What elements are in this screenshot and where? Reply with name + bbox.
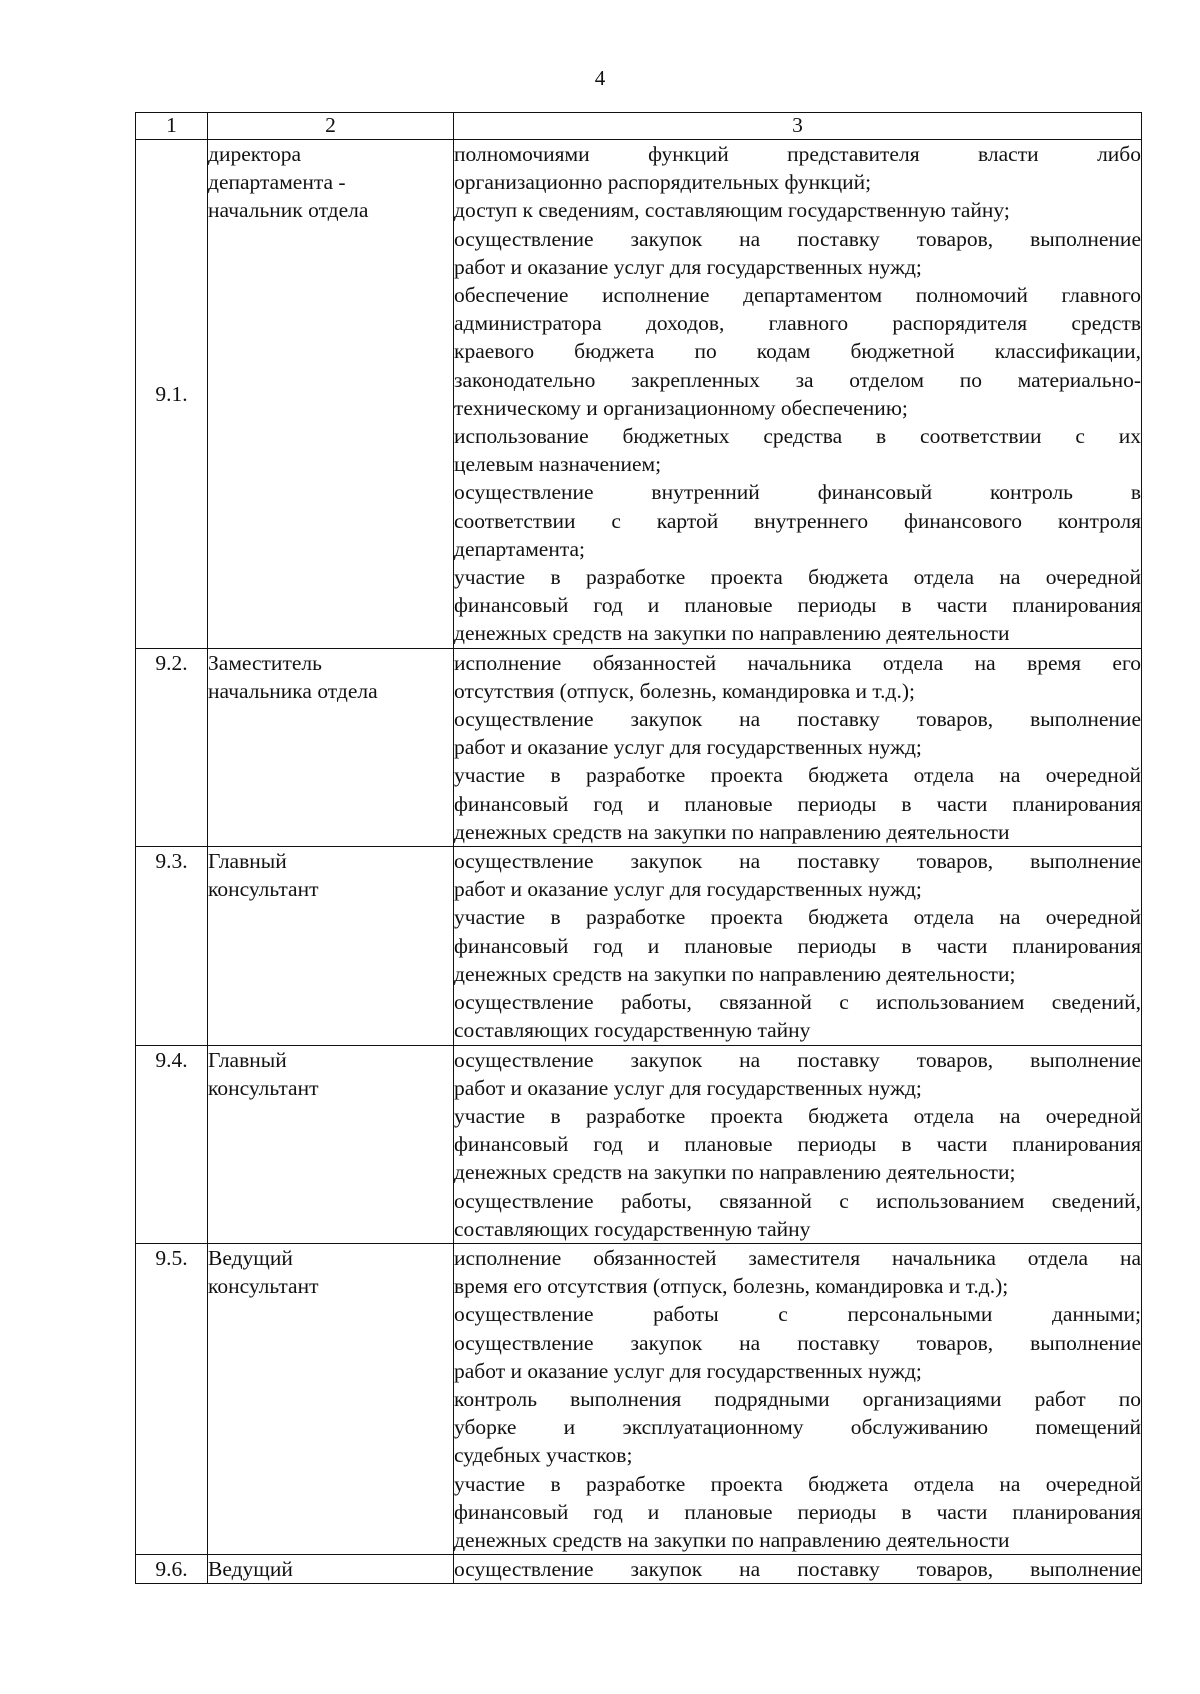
- position-title-line: консультант: [208, 877, 319, 902]
- position-title-line: Ведущий: [208, 1245, 293, 1270]
- table-row: [136, 1243, 1142, 1554]
- duty-text-line: работ и оказание услуг для государственных нужд;: [454, 877, 922, 902]
- position-title-line: Заместитель: [208, 650, 322, 675]
- column-header-number: 1: [136, 113, 208, 140]
- table-row: [136, 847, 1142, 1045]
- table-row: [136, 140, 1142, 649]
- page-number: 4: [594, 66, 606, 90]
- duty-text-line: исполнение обязанностей заместителя начальника отдела на: [454, 1245, 1141, 1270]
- table-body: [136, 140, 1142, 1584]
- duties-description: [454, 847, 1142, 1045]
- duty-text-line: законодательно закрепленных за отделом по материально-: [454, 367, 1141, 392]
- duty-text-line: составляющих государственную тайну: [454, 1018, 811, 1043]
- duty-text-line: судебных участков;: [454, 1443, 633, 1468]
- table-row: [136, 648, 1142, 846]
- column-header-position: 2: [208, 113, 454, 140]
- position-title: [208, 847, 454, 1045]
- duties-description: [454, 1045, 1142, 1243]
- duty-text-line: финансовый год и плановые периоды в части планирования: [454, 1132, 1141, 1157]
- position-title-line: начальник отдела: [208, 198, 369, 223]
- duty-text-line: уборке и эксплуатационному обслуживанию помещений: [454, 1415, 1141, 1440]
- duty-text-line: осуществление закупок на поставку товаров, выполнение: [454, 849, 1141, 874]
- duty-text-line: участие в разработке проекта бюджета отдела на очередной: [454, 905, 1141, 930]
- table-row: [136, 1045, 1142, 1243]
- position-title-line: начальника отдела: [208, 678, 378, 703]
- duty-text-line: время его отсутствия (отпуск, болезнь, командировка и т.д.);: [454, 1274, 1009, 1299]
- position-title: [208, 1045, 454, 1243]
- duty-text-line: участие в разработке проекта бюджета отдела на очередной: [454, 565, 1141, 590]
- position-title: [208, 140, 454, 649]
- position-title-line: Главный: [208, 849, 287, 874]
- duty-text-line: осуществление закупок на поставку товаров, выполнение: [454, 707, 1141, 732]
- duty-text-line: составляющих государственную тайну: [454, 1216, 811, 1241]
- duty-text-line: организационно распорядительных функций;: [454, 170, 872, 195]
- duty-text-line: контроль выполнения подрядными организациями работ по: [454, 1386, 1141, 1411]
- duty-text-line: техническому и организационному обеспечению;: [454, 395, 908, 420]
- duty-text-line: краевого бюджета по кодам бюджетной классификации,: [454, 339, 1141, 364]
- position-title: [208, 1555, 454, 1584]
- duty-text-line: администратора доходов, главного распорядителя средств: [454, 311, 1141, 336]
- row-number: 9.6.: [136, 1555, 208, 1584]
- duty-text-line: осуществление закупок на поставку товаров, выполнение: [454, 1330, 1141, 1355]
- position-title: [208, 1243, 454, 1554]
- duty-text-line: осуществление закупок на поставку товаров, выполнение: [454, 1047, 1141, 1072]
- duty-text-line: участие в разработке проекта бюджета отдела на очередной: [454, 1471, 1141, 1496]
- duty-text-line: соответствии с картой внутреннего финансового контроля: [454, 508, 1141, 533]
- row-number: 9.3.: [136, 847, 208, 1045]
- duty-text-line: осуществление закупок на поставку товаров, выполнение: [454, 1557, 1141, 1582]
- duty-text-line: доступ к сведениям, составляющим государственную тайну;: [454, 198, 1010, 223]
- duty-text-line: обеспечение исполнение департаментом полномочий главного: [454, 283, 1141, 308]
- position-title-line: консультант: [208, 1075, 319, 1100]
- row-number: 9.2.: [136, 648, 208, 846]
- row-number: 9.5.: [136, 1243, 208, 1554]
- duty-text-line: финансовый год и плановые периоды в части планирования: [454, 933, 1141, 958]
- position-title: [208, 648, 454, 846]
- duty-text-line: финансовый год и плановые периоды в части планирования: [454, 791, 1141, 816]
- duty-text-line: полномочиями функций представителя власти либо: [454, 142, 1141, 166]
- position-title-line: департамента -: [208, 170, 346, 195]
- duty-text-line: целевым назначением;: [454, 452, 662, 477]
- duty-text-line: участие в разработке проекта бюджета отдела на очередной: [454, 1103, 1141, 1128]
- duty-text-line: денежных средств на закупки по направлению деятельности;: [454, 961, 1016, 986]
- row-number: 9.4.: [136, 1045, 208, 1243]
- duty-text-line: осуществление работы с персональными данными;: [454, 1302, 1141, 1327]
- duty-text-line: департамента;: [454, 536, 586, 561]
- duties-description: [454, 1555, 1142, 1584]
- duties-description: [454, 648, 1142, 846]
- duties-table: [135, 112, 1142, 1584]
- duty-text-line: осуществление закупок на поставку товаров, выполнение: [454, 226, 1141, 251]
- duty-text-line: осуществление внутренний финансовый контроль в: [454, 480, 1141, 505]
- position-title-line: консультант: [208, 1274, 319, 1299]
- duty-text-line: работ и оказание услуг для государственных нужд;: [454, 254, 922, 279]
- duty-text-line: денежных средств на закупки по направлению деятельности: [454, 1527, 1010, 1552]
- table-row: [136, 1555, 1142, 1584]
- duty-text-line: финансовый год и плановые периоды в части планирования: [454, 1499, 1141, 1524]
- position-title-line: Ведущий: [208, 1557, 293, 1582]
- row-number: 9.1.: [136, 140, 208, 649]
- duty-text-line: осуществление работы, связанной с использованием сведений,: [454, 1188, 1141, 1213]
- column-header-duties: 3: [454, 113, 1142, 140]
- position-title-line: директора: [208, 142, 302, 166]
- duty-text-line: денежных средств на закупки по направлению деятельности;: [454, 1160, 1016, 1185]
- duty-text-line: участие в разработке проекта бюджета отдела на очередной: [454, 763, 1141, 788]
- duty-text-line: работ и оказание услуг для государственных нужд;: [454, 735, 922, 760]
- duties-description: [454, 140, 1142, 649]
- duties-description: [454, 1243, 1142, 1554]
- duty-text-line: использование бюджетных средства в соответствии с их: [454, 424, 1141, 449]
- duty-text-line: отсутствия (отпуск, болезнь, командировка и т.д.);: [454, 678, 915, 703]
- table-header-row: [136, 113, 1142, 140]
- position-title-line: Главный: [208, 1047, 287, 1072]
- duty-text-line: денежных средств на закупки по направлению деятельности: [454, 621, 1010, 646]
- duty-text-line: работ и оказание услуг для государственных нужд;: [454, 1075, 922, 1100]
- duty-text-line: финансовый год и плановые периоды в части планирования: [454, 593, 1141, 618]
- duty-text-line: работ и оказание услуг для государственных нужд;: [454, 1358, 922, 1383]
- duty-text-line: исполнение обязанностей начальника отдела на время его: [454, 650, 1141, 675]
- duty-text-line: осуществление работы, связанной с использованием сведений,: [454, 990, 1141, 1015]
- duty-text-line: денежных средств на закупки по направлению деятельности: [454, 819, 1010, 844]
